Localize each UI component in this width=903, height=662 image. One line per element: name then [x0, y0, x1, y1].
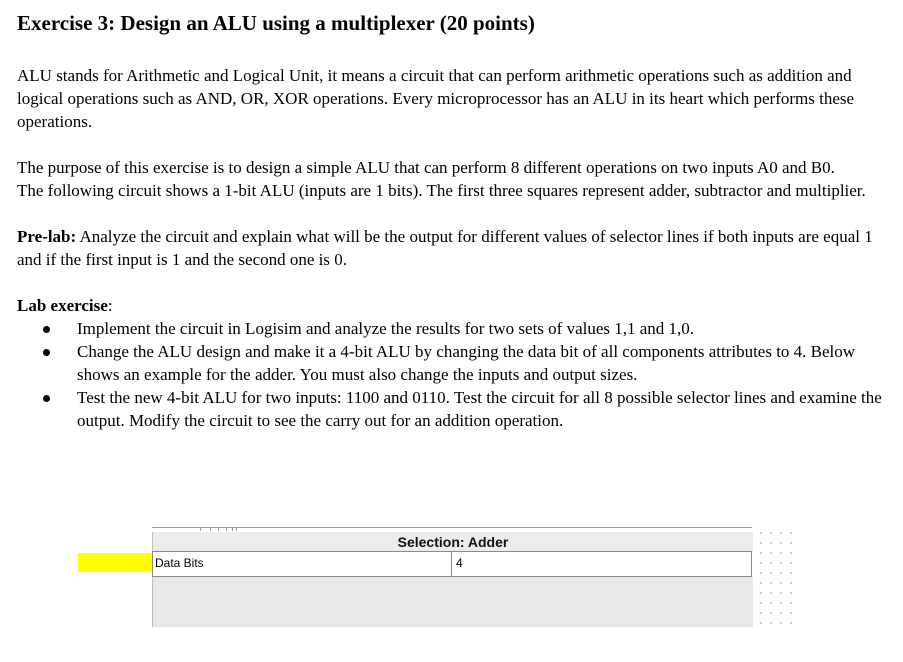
ruler-tick: [218, 528, 219, 531]
bullet-icon: [43, 326, 50, 333]
attribute-value[interactable]: 4: [456, 556, 463, 570]
list-item: [17, 386, 889, 432]
bullet-icon: [43, 349, 50, 356]
prelab-paragraph: [17, 225, 889, 271]
attribute-table-empty-area: [152, 577, 753, 627]
list-item-text: Test the new 4-bit ALU for two inputs: 1100 and 0110. Test the circuit for all 8 possible selector lines and examine the output. Modify the circuit to see the carry out for an addition operation.: [77, 388, 882, 430]
list-item: [17, 317, 889, 340]
list-item: [17, 340, 889, 386]
lab-colon: :: [107, 296, 113, 315]
prelab-text: Analyze the circuit and explain what will be the output for different values of selector lines if both inputs are equal 1 and if the first input is 1 and the second one is 0.: [17, 227, 873, 269]
ruler-tick: [210, 528, 211, 531]
lab-heading: [17, 294, 889, 317]
ruler-tick: [200, 528, 201, 531]
purpose-paragraph: The purpose of this exercise is to design a simple ALU that can perform 8 different operations on two inputs A0 and B0.: [17, 158, 835, 177]
attribute-name: Data Bits: [155, 556, 204, 570]
exercise-document: [17, 10, 889, 432]
ruler-tick: [226, 528, 227, 531]
list-item-text: Change the ALU design and make it a 4-bit ALU by changing the data bit of all components attributes to 4. Below shows an example for the adder. You must also change the inputs and output sizes.: [77, 342, 856, 384]
attribute-panel-screenshot: [152, 527, 752, 627]
canvas-dot-grid: [756, 528, 796, 628]
prelab-label: Pre-lab:: [17, 227, 77, 246]
selection-title: Selection: Adder: [152, 532, 753, 552]
bullet-icon: [43, 395, 50, 402]
lab-list: [17, 317, 889, 432]
column-divider: [451, 552, 452, 576]
list-item-text: Implement the circuit in Logisim and analyze the results for two sets of values 1,1 and 1,0.: [77, 319, 695, 338]
ruler-tick: [232, 528, 233, 531]
exercise-title: Exercise 3: Design an ALU using a multiplexer (20 points): [17, 11, 535, 35]
ruler-tick: [236, 528, 237, 531]
intro-paragraph: ALU stands for Arithmetic and Logical Unit, it means a circuit that can perform arithmetic operations such as addition and logical operations such as AND, OR, XOR operations. Every microprocessor has an ALU in its heart which performs these operations.: [17, 66, 855, 131]
circuit-paragraph: The following circuit shows a 1-bit ALU (inputs are 1 bits). The first three squares represent adder, subtractor and multiplier.: [17, 181, 866, 200]
lab-label: Lab exercise: [17, 296, 108, 315]
attribute-row-data-bits[interactable]: [152, 551, 752, 577]
